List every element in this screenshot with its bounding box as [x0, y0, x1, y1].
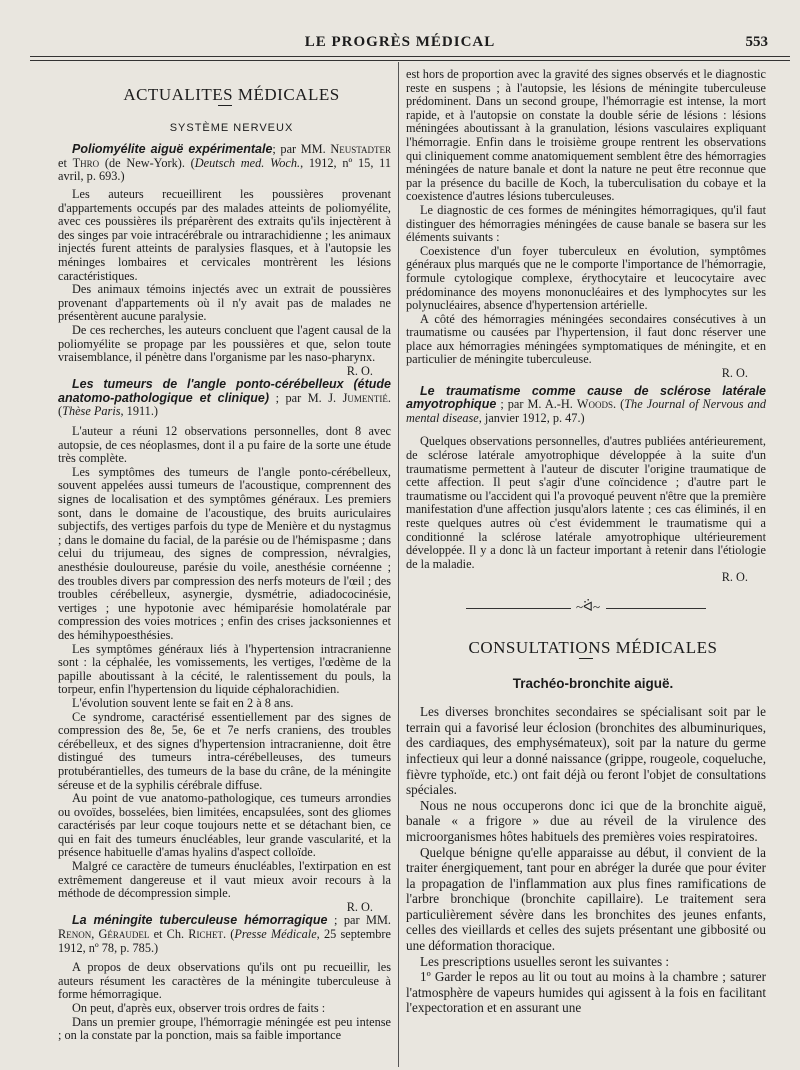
author: Thro	[72, 155, 100, 170]
section-title-consultations: CONSULTATIONS MÉDICALES	[468, 637, 718, 657]
author: Woods	[576, 397, 613, 412]
paragraph: L'évolution souvent lente se fait en 2 à 8 ans.	[72, 695, 294, 710]
paragraph: Les symptômes généraux liés à l'hypertension intracranienne sont : la céphalée, les vomissements, les vertiges, l'œdème de la papille aboutissant à la cécité, le ralentissement du pouls, la torpeur, enfin l'hypertension du liquide céphalorachidien.	[58, 641, 391, 697]
author: Richet	[188, 927, 223, 942]
author: Neustadter	[330, 142, 391, 157]
article-heading: Poliomyélite aiguë expérimentale; par MM. Neustadter et Thro (de New-York). (Deutsch med. Woch., 1912, nº 15, 11 avril, p. 693.)	[58, 142, 391, 184]
article-title: Le traumatisme comme cause de sclérose latérale amyotrophique	[406, 383, 766, 412]
left-column	[58, 68, 391, 1043]
paragraph: Au point de vue anatomo-pathologique, ces tumeurs arrondies ou ovoïdes, bosselées, bien limitées, encapsulées, sont des gliomes caractérisés par leur coque toujours nette et se détachant bien, ce qui en fait des tumeurs énucléables, leur grande vascularité, et la présence habituelle d'amas hyalins d'aspect colloïde.	[58, 791, 391, 860]
paragraph: Les symptômes des tumeurs de l'angle ponto-cérébelleux, souvent appelées aussi tumeurs de l'acoustique, comprennent des signes de localisation et des symptômes généraux. Les premiers sont, dans le domaine de l'acoustique, des bruits auriculaires subjectifs, des vertiges parfois du type de Menière et du nystagmus ; dans le domaine du facial, de la parésie ou de l'hémispasme ; dans celui du trijumeau, des signes de compression, névralgies, anesthésie douloureuse, parésie du voile, anesthésie cornéenne ; des troubles divers par compression des nerfs moteurs de l'œil ; des troubles cérébelleux, asynergie, dysmétrie, adiadococinésie, vertiges ; une hypotonie avec hémiparésie homolatérale par compression des voies motrices ; enfin des crises jacksoniennes et des hémihypoesthésies.	[58, 464, 391, 642]
paragraph: Malgré ce caractère de tumeurs énucléables, l'extirpation en est extrêmement dangereuse et il vaut mieux avoir recours à la méthode de décompression simple.	[58, 859, 391, 901]
article-heading: La méningite tuberculeuse hémorragique ; par MM. Renon, Géraudel et Ch. Richet. (Presse Médicale, 25 septembre 1912, nº 78, p. 785.)	[58, 913, 391, 955]
paragraph: Nous ne nous occuperons donc ici que de la bronchite aiguë, banale « a frigore » due au réveil de la virulence des microorganismes hôtes habituels des premières voies respiratoires.	[406, 797, 766, 844]
ornament-line-left	[466, 608, 571, 609]
right-column	[406, 68, 766, 1016]
paragraph: Ce syndrome, caractérisé essentiellement par des signes de compression des 8e, 5e, 6e et 7e nerfs craniens, des troubles cérébelleux, et des signes d'hypertension intracranienne, doit être distingué des tumeurs intra-cérébelleuses, des tumeurs protubérantielles, des tumeurs de la base du crâne, de la méningite séreuse et de la syphilis cérébrale diffuse.	[58, 709, 391, 792]
journal-name: Thèse Paris	[62, 404, 121, 419]
paragraph: A propos de deux observations qu'ils ont pu recueillir, les auteurs résument les caractères de la méningite tuberculeuse à forme hémorragique.	[58, 960, 391, 1002]
paragraph: Les auteurs recueillirent les poussières provenant d'appartements occupés par des malades atteints de poliomyélite, avec ces poussières ils préparèrent des extraits qu'ils injectèrent à des singes par voie intracérébrale ou intrarachidienne ; les animaux injectés furent atteints de paralysies flasques, et à l'autopsie les méninges lombaires et cervicales montrèrent les lésions caractéristiques.	[58, 186, 391, 283]
paragraph: Quelques observations personnelles, d'autres publiées antérieurement, de sclérose latérale amyotrophique développée à la suite d'un traumatisme permettent à l'auteur de discuter l'origine traumatique de cette affection. Il peut s'agir d'une coïncidence ; d'autre part le traumatisme ou l'accident qui l'a provoqué peuvent n'être que la première manifestation d'une affection jusqu'alors latente ; ces cas éliminés, il en reste quelques autres où c'est évidemment le traumatisme qui a conditionné la sclérose latérale amyotrophique ultérieurement développée. Il y a donc là un facteur important à retenir dans l'étiologie de la maladie.	[406, 434, 766, 571]
article-title: Les tumeurs de l'angle ponto-cérébelleux (étude anatomo-pathologique et clinique)	[58, 377, 391, 405]
swash-ornament-icon: ~ᐛ~	[576, 598, 601, 614]
header-rule	[30, 56, 790, 57]
paragraph: est hors de proportion avec la gravité des signes observés et le diagnostic reste en suspens ; à l'autopsie, les lésions de méningite tuberculeuse prédominent. Dans un second groupe, l'hémorragie est intense, la mort rapide, et à l'autopsie on constate la double série de lésions : lésions méningées aboutissant à la granulation, lésions vasculaires expliquant l'hémorragie. Enfin dans le troisième groupe rentrent les observations qui cliniquement comme anatomiquement semblent être des hémorragies méningées de nature banale et dont la nature ne peut être reconnue que par la présence du bacille de Koch, la tuberculisation du cobaye et la coexistence d'autres lésions tuberculeuses.	[406, 67, 766, 204]
paragraph: L'auteur a réuni 12 observations personnelles, dont 8 avec autopsie, de ces néoplasmes, dont il a pu faire de la sorte une étude très complète.	[58, 424, 391, 466]
paragraph: Des animaux témoins injectés avec un extrait de poussières provenant d'appartements où il n'y avait pas de malades ne présentèrent aucune paralysie.	[58, 282, 391, 324]
page-number: 553	[745, 34, 768, 50]
subheading-tracheo-bronchite: Trachéo-bronchite aiguë.	[512, 675, 674, 691]
paragraph: Quelque bénigne qu'elle apparaisse au début, il convient de la traiter énergiquement, tant pour en abréger la durée que pour éviter la propagation de l'inflammation aux plus fines ramifications de l'arbre bronchique (bronchite capillaire). Le traitement sera particulièrement sévère dans les bronchites des jeunes enfants, celles des vieillards et celles des sujets présentant une gibbosité ou une déformation thoracique.	[406, 844, 766, 954]
header-rule-second	[30, 60, 790, 61]
journal-name: The Journal of Nervous and mental disease	[406, 397, 766, 425]
journal-name: Presse Médicale	[234, 927, 317, 942]
author: Renon, Géraudel	[58, 927, 150, 942]
paragraph: Les diverses bronchites secondaires se spécialisant soit par le terrain qui a favorisé leur éclosion (bronchites des albuminuriques, des cardiaques, des emphysémateux), soit par la nature du germe infectieux qui leur a donné naissance (grippe, rougeole, coqueluche, fièvre typhoïde, etc.) ont fait déjà ou feront l'objet de consultations spéciales.	[406, 704, 766, 798]
article-title: Poliomyélite aiguë expérimentale	[72, 142, 273, 157]
article-heading: Les tumeurs de l'angle ponto-cérébelleux (étude anatomo-pathologique et clinique) ; par M. J. Jumentié. (Thèse Paris, 1911.)	[58, 377, 391, 419]
paragraph: Les prescriptions usuelles seront les suivantes :	[420, 953, 670, 969]
paragraph: A côté des hémorragies méningées secondaires consécutives à un traumatisme ou causées par l'hypertension, il faut donc réserver une place aux hémorragies méningées symptomatiques de méningite, et en particulier de méningite tuberculeuse.	[406, 311, 766, 367]
paragraph: Dans un premier groupe, l'hémorragie méningée est peu intense ; on la constate par la ponction, mais sa faible importance	[58, 1014, 391, 1043]
article-heading: Le traumatisme comme cause de sclérose latérale amyotrophique ; par M. A.-H. Woods. (The Journal of Nervous and mental disease, janvier 1912, p. 47.)	[406, 383, 766, 425]
paragraph: On peut, d'après eux, observer trois ordres de faits :	[72, 1001, 326, 1015]
ornament-line-right	[606, 608, 706, 609]
section-title-actualites: ACTUALITES MÉDICALES	[123, 85, 340, 104]
paragraph: 1º Garder le repos au lit ou tout au moins à la chambre ; saturer l'atmosphère de vapeurs humides qui agissent à la fois en facilitant l'expectoration et en assurant une	[406, 969, 766, 1016]
ornament-divider	[406, 599, 766, 619]
subsection-systeme-nerveux: SYSTÈME NERVEUX	[169, 121, 294, 134]
journal-name: Deutsch med. Woch.	[194, 155, 301, 170]
journal-title: LE PROGRÈS MÉDICAL	[304, 34, 496, 50]
column-divider	[398, 62, 399, 1067]
article-title: La méningite tuberculeuse hémorragique	[72, 913, 328, 928]
consultation-body	[406, 704, 766, 1016]
author: Jumentié	[342, 390, 388, 405]
signature: R. O.	[346, 899, 373, 914]
running-header	[0, 34, 800, 52]
signature: R. O.	[721, 570, 748, 585]
paragraph: De ces recherches, les auteurs concluent que l'agent causal de la poliomyélite se propage par les poussières et que, selon toute vraisemblance, il pénètre dans l'organisme par les naso-pharynx.	[58, 322, 391, 365]
signature: R. O.	[721, 366, 748, 381]
paragraph: Coexistence d'un foyer tuberculeux en évolution, symptômes généraux plus marqués que ne le comporte l'importance de l'hémorragie, formule cytologique complexe, érythocytaire et leucocytaire avec prédominance des moyens mononucléaires et des lymphocytes sur les polynucléaires, absence d'hypertension artérielle.	[406, 243, 766, 313]
signature: R. O.	[346, 363, 373, 378]
paragraph: Le diagnostic de ces formes de méningites hémorragiques, qu'il faut distinguer des hémorragies méningées de cause banale se basera sur les éléments suivants :	[406, 202, 766, 245]
